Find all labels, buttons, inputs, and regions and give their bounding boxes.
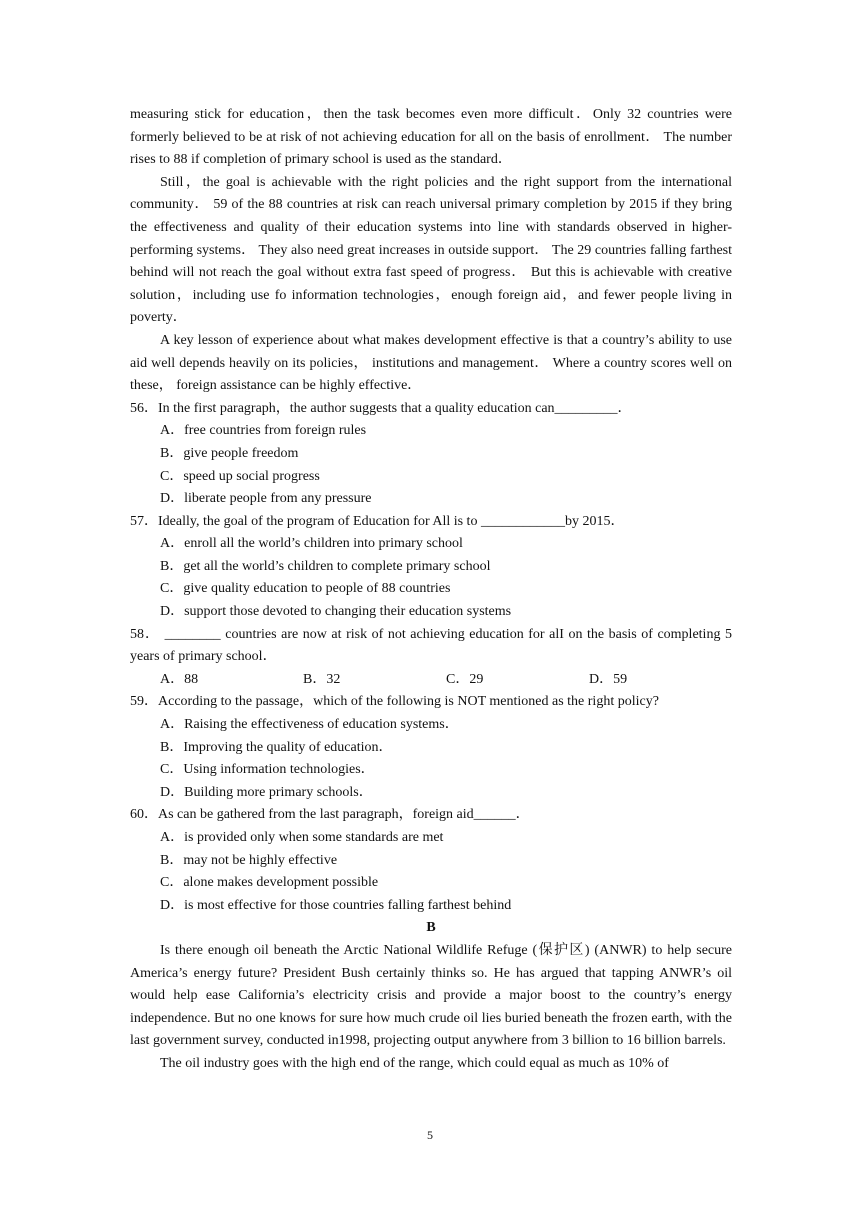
option-a: A．enroll all the world’s children into primary school <box>160 536 463 552</box>
option-a: A．is provided only when some standards are met <box>160 830 444 845</box>
question-stem: 57．Ideally, the goal of the program of Education for All is to ____________by 2015． <box>130 513 625 529</box>
option-c: C．speed up social progress <box>160 468 320 484</box>
page-number: 5 <box>427 1128 433 1142</box>
option-c: C．give quality education to people of 88 countries <box>160 581 451 597</box>
option-c: C．alone makes development possible <box>160 875 379 891</box>
option-b: B．Improving the quality of education． <box>160 739 393 755</box>
option-d: D．support those devoted to changing their education systems <box>160 604 512 620</box>
option-d: D．59 <box>589 671 628 687</box>
option-c: C．29 <box>446 671 484 687</box>
option-a: A．free countries from foreign rules <box>160 423 367 439</box>
option-b: B．get all the world’s children to complete primary school <box>160 558 491 574</box>
question-stem: 56．In the first paragraph，the author suggests that a quality education can_________． <box>130 400 632 416</box>
option-a: A．Raising the effectiveness of education systems． <box>160 717 459 733</box>
option-d: D．liberate people from any pressure <box>160 491 372 507</box>
passage-a-paragraph-2: Still，the goal is achievable with the right policies and the right support from the international community． 59 of the 88 countries at risk can reach universal primary completion by 2015 if they bring the effectiveness and quality of their education systems into line with standards observed in higher-performing systems． They also need great increases in outside support． The 29 countries falling farthest behind will not reach the goal without extra fast speed of progress． But this is achievable with creative solution，including use fo information technologies，enough foreign aid，and fewer people living in poverty． <box>130 174 732 326</box>
document-page <box>130 104 732 1076</box>
question-56 <box>130 398 732 511</box>
question-stem: 59．According to the passage，which of the following is NOT mentioned as the right policy? <box>130 694 659 710</box>
option-d: D．Building more primary schools． <box>160 784 373 800</box>
option-c: C．Using information technologies． <box>160 762 375 778</box>
question-60 <box>130 804 732 917</box>
passage-a-paragraph-1: measuring stick for education，then the task becomes even more difficult．Only 32 countries were formerly believed to be at risk of not achieving education for all on the basis of enrollment． The number rises to 88 if completion of primary school is used as the standard． <box>130 107 732 168</box>
option-row <box>130 669 732 692</box>
option-b: B．may not be highly effective <box>160 852 338 868</box>
question-stem: 60．As can be gathered from the last paragraph，foreign aid______． <box>130 807 530 823</box>
question-58 <box>130 624 732 692</box>
passage-b-paragraph-2: The oil industry goes with the high end of the range, which could equal as much as 10% of <box>160 1055 669 1071</box>
option-b: B．32 <box>303 671 341 687</box>
question-57 <box>130 511 732 624</box>
passage-b-paragraph-1: Is there enough oil beneath the Arctic National Wildlife Refuge (保护区) (ANWR) to help secure America’s energy future? President Bush certainly thinks so. He has argued that tapping ANWR’s oil would help ease California’s electricity crisis and provide a major boost to the country’s energy independence. But no one knows for sure how much crude oil lies buried beneath the frozen earth, with the last government survey, conducted in1998, projecting output anywhere from 3 billion to 16 billion barrels. <box>130 942 732 1049</box>
question-stem: 58． ________ countries are now at risk of not achieving education for alI on the basis of completing 5 years of primary school． <box>130 626 732 665</box>
option-a: A．88 <box>160 671 199 687</box>
option-b: B．give people freedom <box>160 445 299 461</box>
section-heading-b: B <box>426 920 436 936</box>
question-59 <box>130 691 732 804</box>
passage-a-paragraph-3: A key lesson of experience about what makes development effective is that a country’s ability to use aid well depends heavily on its policies， institutions and management． Where a country scores well on these， foreign assistance can be highly effective． <box>130 332 732 394</box>
option-d: D．is most effective for those countries falling farthest behind <box>160 897 512 913</box>
